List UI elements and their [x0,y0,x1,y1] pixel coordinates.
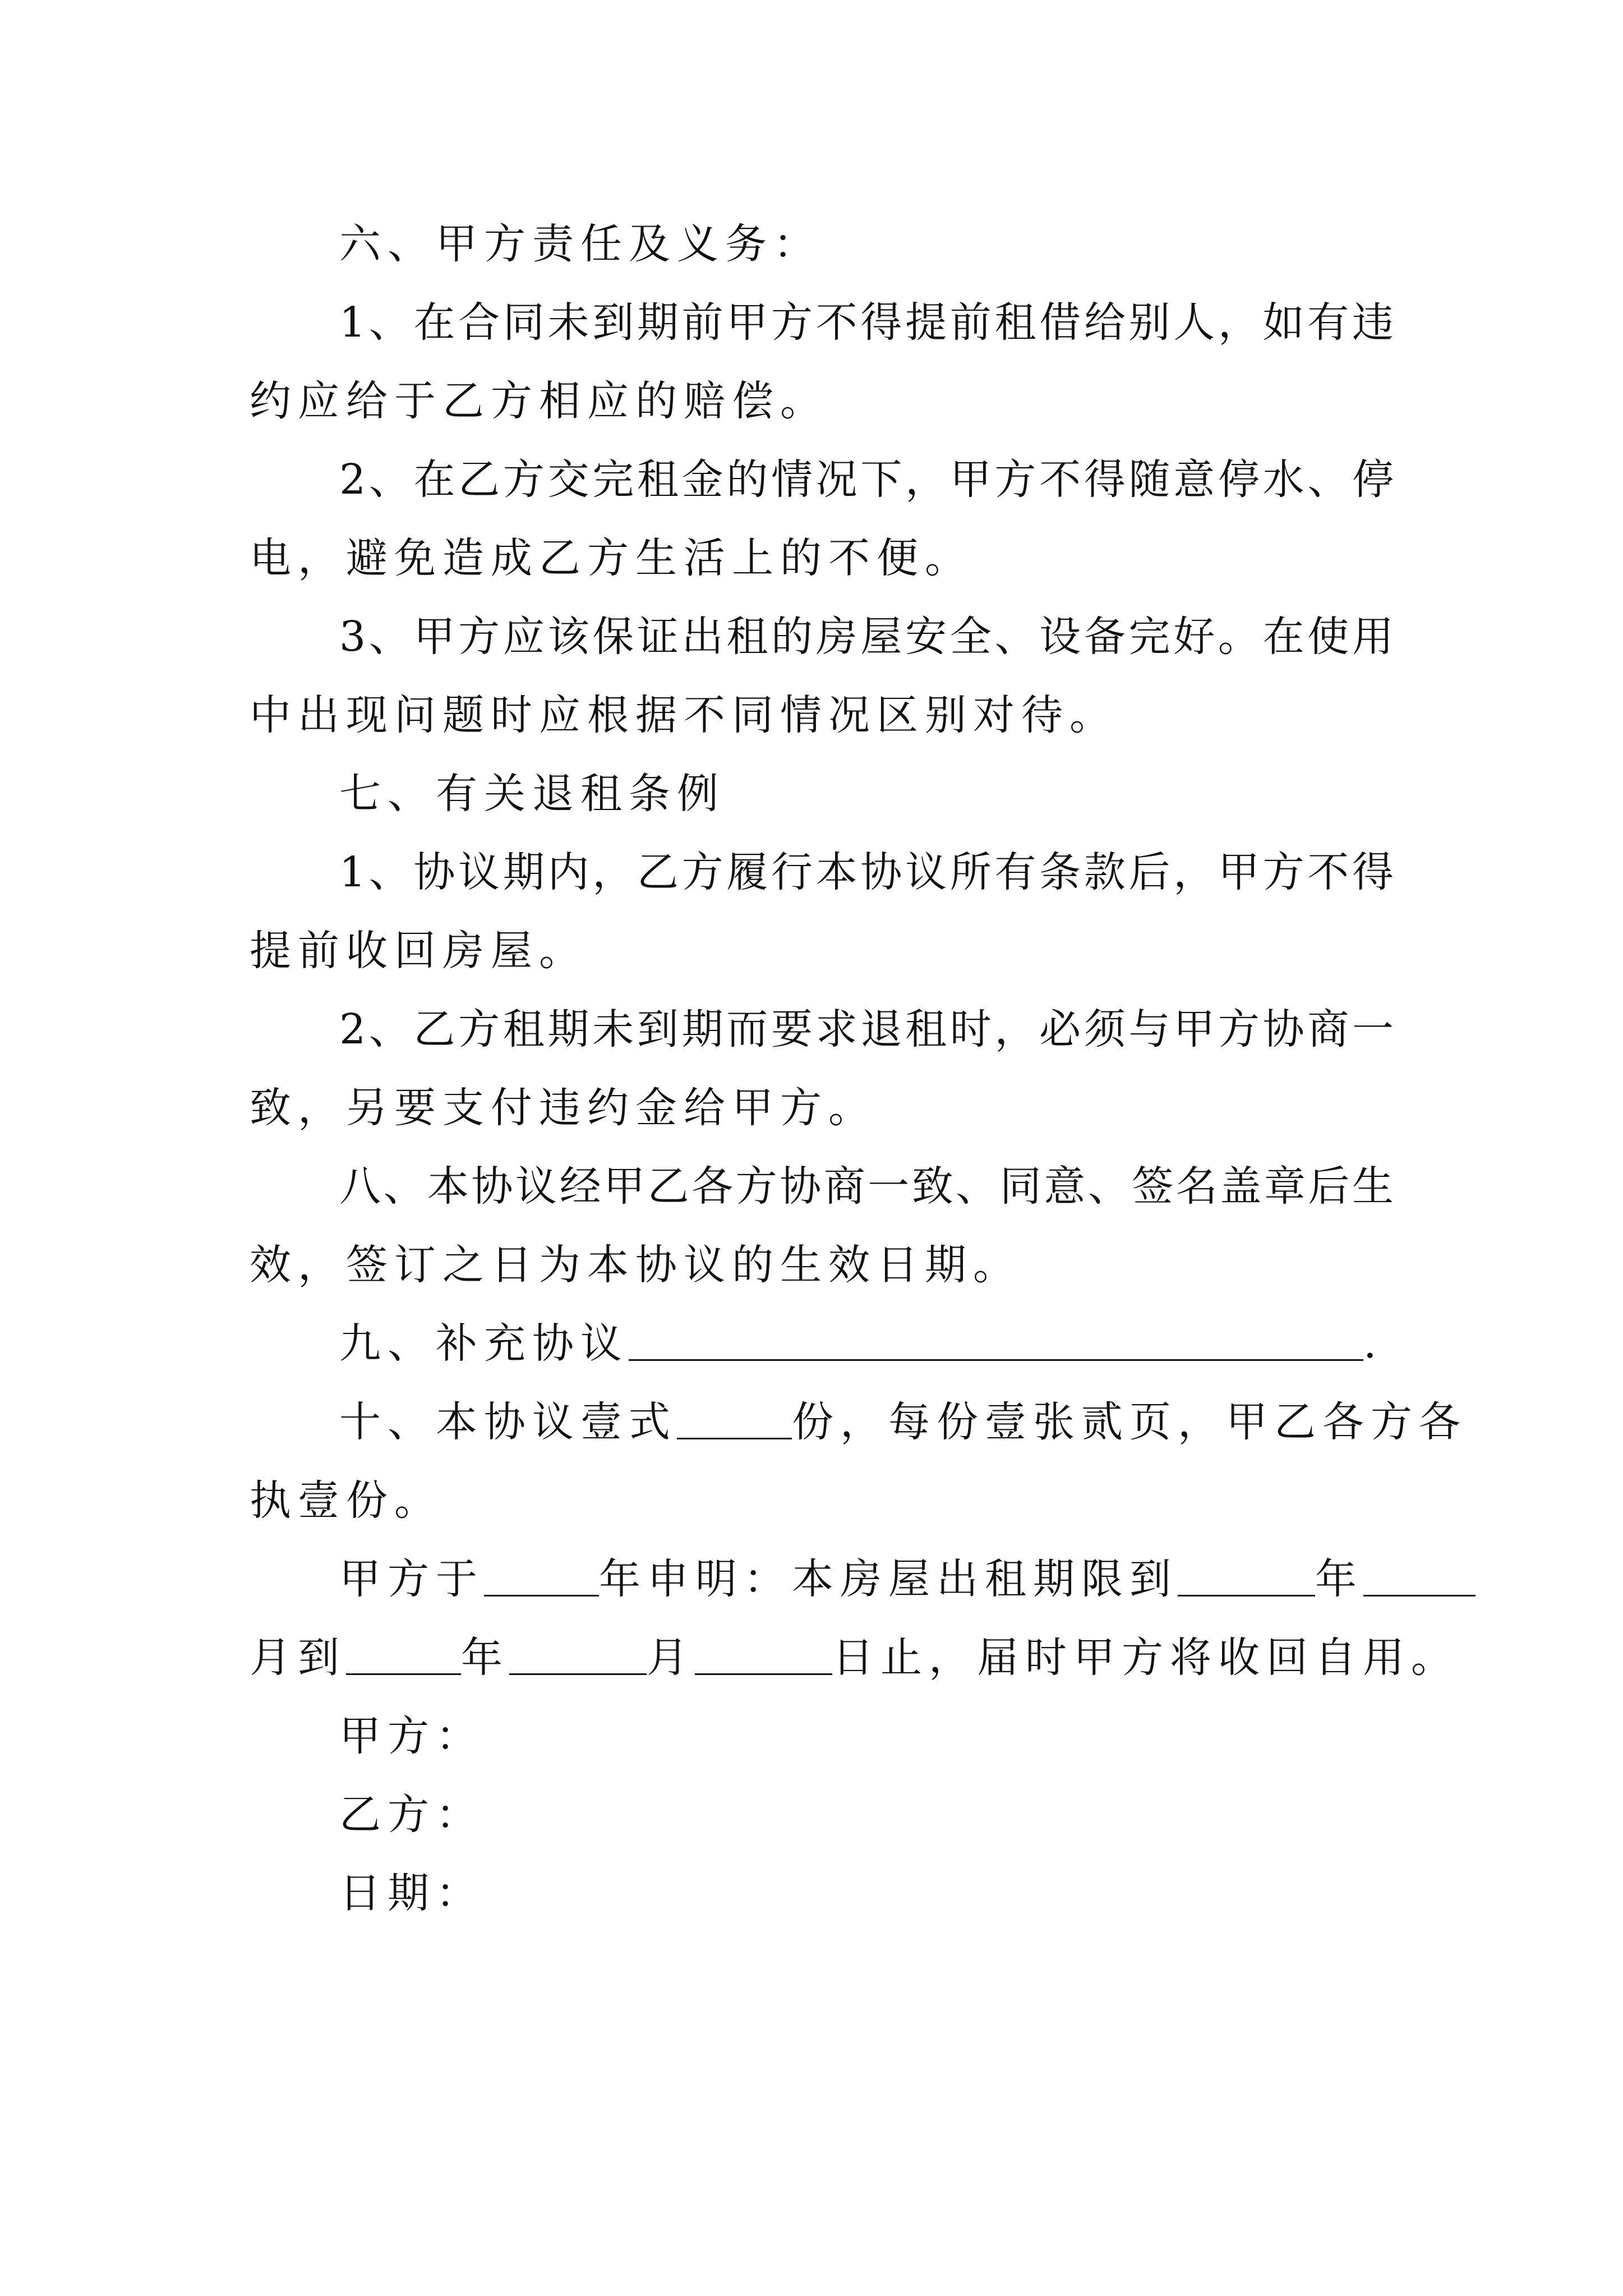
declaration2-part-3: 月 [647,1634,695,1682]
section-10-line-2: 执壹份。 [250,1476,442,1525]
end-day-blank [695,1632,832,1675]
section-9-end: . [1363,1319,1384,1368]
section-6-item-1-line-1: 1、在合同未到期前甲方不得提前租借给别人，如有违 [339,298,1394,347]
declaration-part-2: 年申明：本房屋出租期限到 [599,1555,1178,1603]
declaration2-part-1: 月到 [250,1634,346,1682]
section-6-item-3-line-2: 中出现问题时应根据不同情况区别对待。 [250,691,1118,739]
declaration-part-3: 年 [1315,1555,1363,1603]
section-10-part-1: 十、本协议壹式 [339,1398,677,1446]
signing-date: 日期： [339,1869,484,1917]
section-6-item-2-line-1: 2、在乙方交完租金的情况下，甲方不得随意停水、停 [339,455,1394,504]
declaration-year-blank [484,1553,599,1596]
section-10-part-2: 份，每份壹张贰页，甲乙各方各 [792,1398,1467,1446]
document-body [250,205,1467,1932]
supplement-blank [629,1318,1363,1361]
section-9-supplement [250,1304,1394,1383]
end-year-blank [346,1632,461,1675]
section-10-line-1 [250,1383,1467,1461]
section-8-line-1: 八、本协议经甲乙各方协商一致、同意、签名盖章后生 [339,1162,1394,1211]
term-year-blank [1178,1553,1315,1596]
section-7-item-1-line-1: 1、协议期内，乙方履行本协议所有条款后，甲方不得 [339,848,1394,896]
section-7-title: 七、有关退租条例 [339,770,725,818]
section-9-label: 九、补充协议 [339,1319,629,1368]
party-b-signature: 乙方： [339,1791,484,1839]
declaration-line-1 [250,1540,1394,1618]
term-month-blank [1363,1553,1476,1596]
section-7-item-2-line-2: 致，另要支付违约金给甲方。 [250,1084,877,1132]
end-month-blank [509,1632,647,1675]
section-8-line-2: 效，签订之日为本协议的生效日期。 [250,1241,1021,1289]
declaration2-part-2: 年 [461,1634,509,1682]
party-a-signature: 甲方： [339,1712,484,1760]
copies-blank [677,1396,792,1439]
section-6-item-2-line-2: 电，避免造成乙方生活上的不便。 [250,534,973,582]
declaration-line-2 [250,1618,1459,1697]
section-6-item-3-line-1: 3、甲方应该保证出租的房屋安全、设备完好。在使用 [339,613,1394,661]
section-6-item-1-line-2: 约应给于乙方相应的赔偿。 [250,377,828,425]
section-7-item-1-line-2: 提前收回房屋。 [250,927,587,975]
section-6-title: 六、甲方责任及义务： [339,220,822,268]
declaration2-part-4: 日止，届时甲方将收回自用。 [832,1634,1459,1682]
declaration-part-1: 甲方于 [339,1555,484,1603]
section-7-item-2-line-1: 2、乙方租期未到期而要求退租时，必须与甲方协商一 [339,1005,1394,1053]
